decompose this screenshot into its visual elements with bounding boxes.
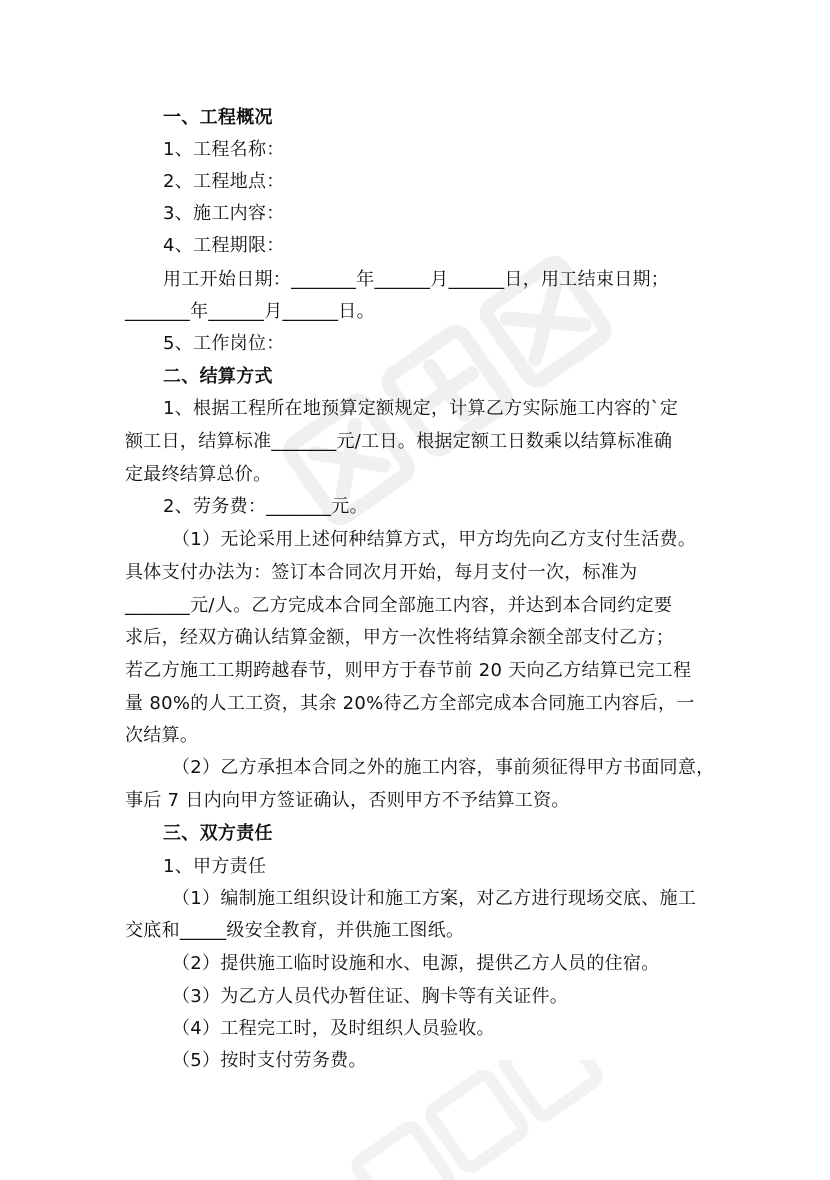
settlement-para1-line3: 定最终结算总价。 <box>125 464 272 485</box>
settlement-para1-line1: 1、根据工程所在地预算定额规定，计算乙方实际施工内容的`定 <box>163 398 679 419</box>
item-job-position: 5、工作岗位： <box>163 333 285 354</box>
payment-para-line6: 量 80%的人工工资，其余 20%待乙方全部完成本合同施工内容后，一 <box>125 693 695 714</box>
resp-item5: （5）按时支付劳务费。 <box>172 1050 367 1071</box>
item-project-location: 2、工程地点： <box>163 171 285 192</box>
section-heading-2: 二、结算方式 <box>163 366 273 387</box>
item-construction-content: 3、施工内容： <box>163 203 285 224</box>
watermark-logo-bottom <box>320 1060 620 1180</box>
payment-para-line3: _______元/人。乙方完成本合同全部施工内容，并达到本合同约定要 <box>125 595 673 616</box>
date-line-1: 用工开始日期：_______年______月______日，用工结束日期； <box>163 269 670 290</box>
party-a-responsibility: 1、甲方责任 <box>163 856 267 877</box>
payment-para-line4: 求后，经双方确认结算金额，甲方一次性将结算余额全部支付乙方； <box>125 627 674 648</box>
labor-fee-line: 2、劳务费：_______元。 <box>163 496 368 517</box>
settlement-para1-line2: 额工日，结算标准_______元/工日。根据定额工日数乘以结算标准确 <box>125 431 673 452</box>
resp-item1-line2: 交底和_____级安全教育，并供施工图纸。 <box>125 920 465 941</box>
section-heading-1: 一、工程概况 <box>163 107 273 128</box>
resp-item2: （2）提供施工临时设施和水、电源，提供乙方人员的住宿。 <box>172 953 660 974</box>
resp-item4: （4）工程完工时，及时组织人员验收。 <box>172 1018 495 1039</box>
resp-item1-line1: （1）编制施工组织设计和施工方案，对乙方进行现场交底、施工 <box>172 888 697 909</box>
payment-para-line1: （1）无论采用上述何种结算方式，甲方均先向乙方支付生活费。 <box>172 529 697 550</box>
extra-work-line2: 事后 7 日内向甲方签证确认，否则甲方不予结算工资。 <box>125 790 570 811</box>
payment-para-line2: 具体支付办法为：签订本合同次月开始，每月支付一次，标准为 <box>125 562 638 583</box>
date-line-2: _______年______月______日。 <box>125 301 375 322</box>
item-project-period: 4、工程期限： <box>163 235 285 256</box>
item-project-name: 1、工程名称： <box>163 139 285 160</box>
payment-para-line7: 次结算。 <box>125 725 199 746</box>
resp-item3: （3）为乙方人员代办暂住证、胸卡等有关证件。 <box>172 986 569 1007</box>
section-heading-3: 三、双方责任 <box>163 823 273 844</box>
extra-work-line1: （2）乙方承担本合同之外的施工内容，事前须征得甲方书面同意， <box>172 757 715 778</box>
payment-para-line5: 若乙方施工工期跨越春节，则甲方于春节前 20 天向乙方结算已完工程 <box>125 660 692 681</box>
